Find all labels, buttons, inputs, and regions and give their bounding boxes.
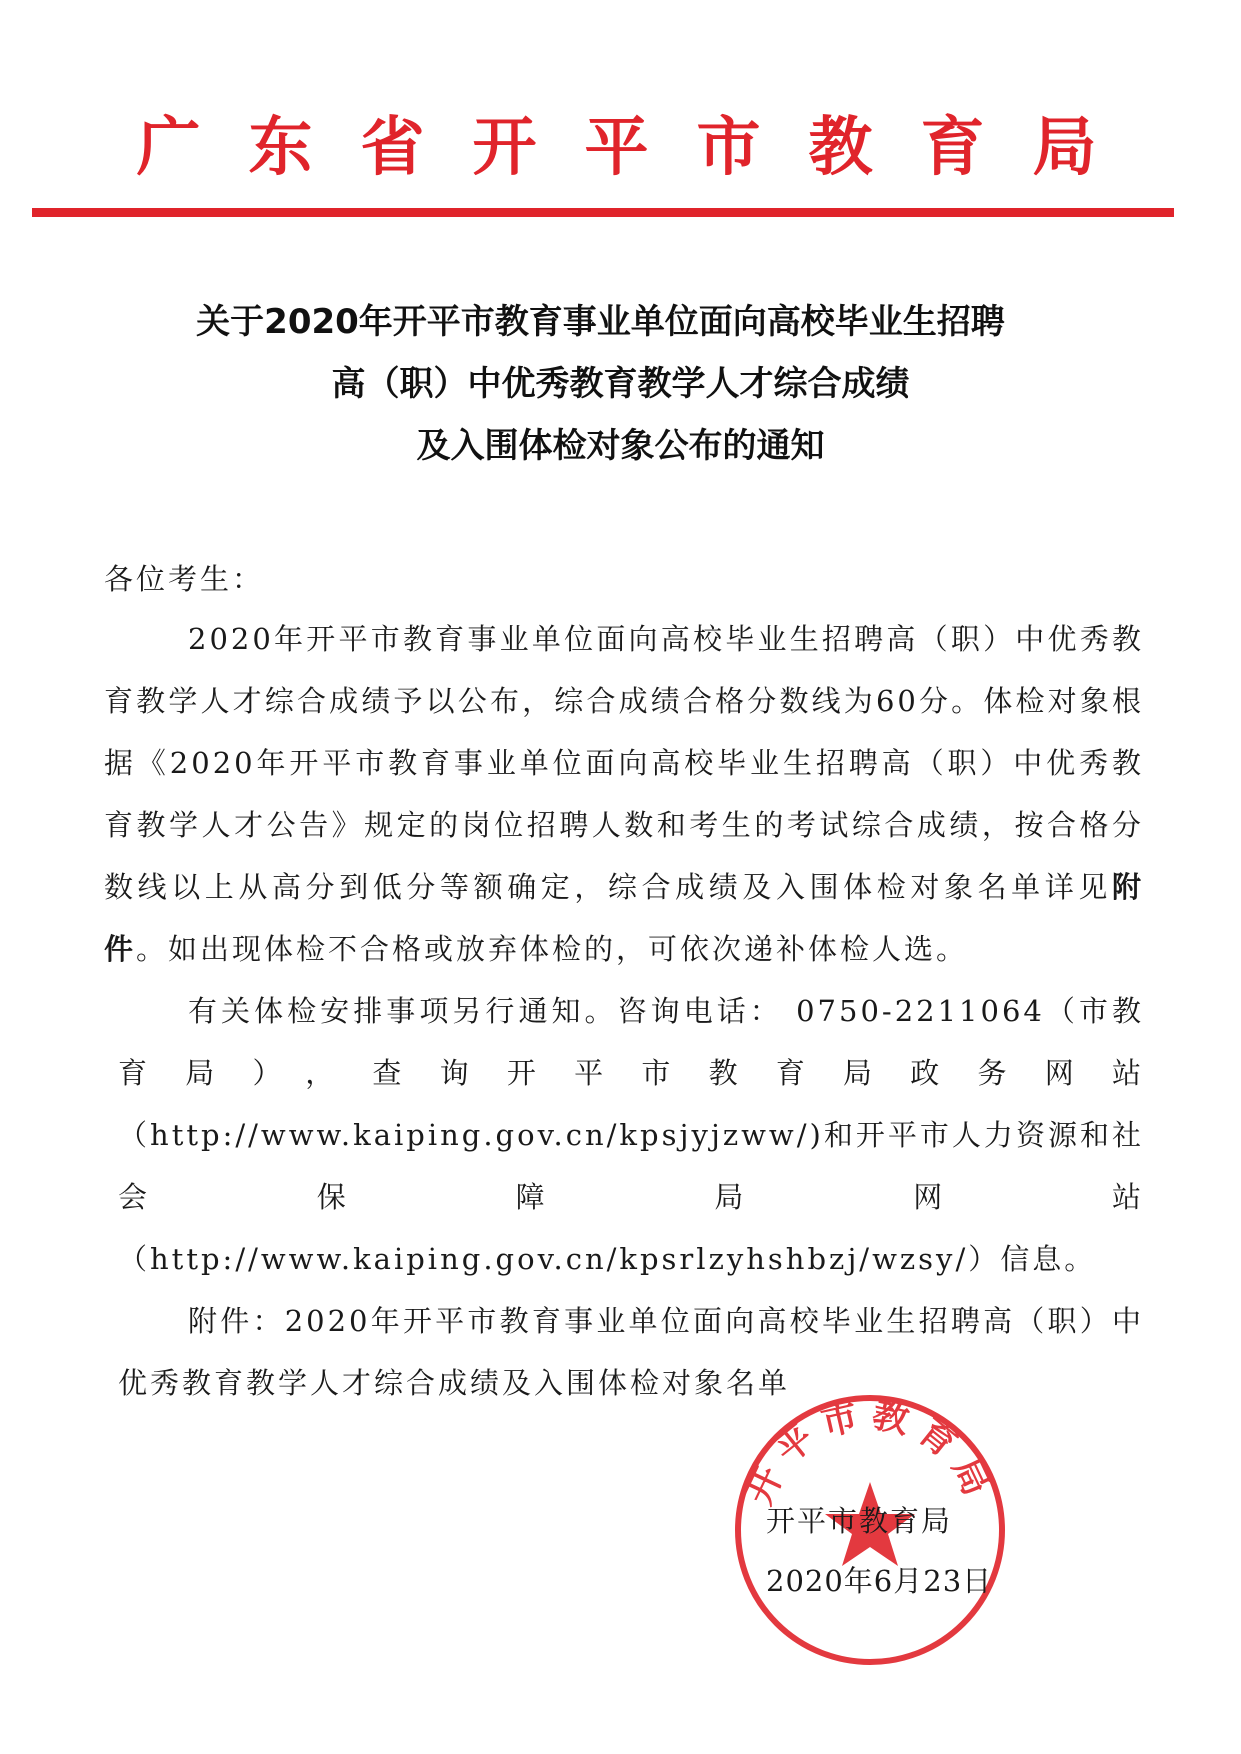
paragraph-contact: 有关体检安排事项另行通知。咨询电话： 0750-2211064（市教育局），查询开平市教育局政务网站（http://www.kaiping.gov.cn/kpsjyjzww/)和开平市人力资源和社会保障局网站（http://www.kaiping.gov.cn/kpsrlzyhshbzj/wzsy/）信息。 [118, 994, 1144, 1276]
letterhead-org-name: 广东省开平市教育局 [136, 110, 1145, 185]
svg-text:开平市教育局: 开平市教育局 [738, 1393, 1002, 1511]
attachment-link[interactable]: 附件 [104, 870, 1144, 966]
signer-name: 开平市教育局 [766, 1504, 953, 1538]
signature-date: 2020年6月23日 [766, 1564, 993, 1598]
salutation: 各位考生： [104, 562, 265, 596]
notice-title-line-3: 及入围体检对象公布的通知 [416, 426, 825, 466]
paragraph-results-text: 2020年开平市教育事业单位面向高校毕业生招聘高（职）中优秀教育教学人才综合成绩予以公布，综合成绩合格分数线为60分。体检对象根据《2020年开平市教育事业单位面向高校毕业生招聘高（职）中优秀教育教学人才公告》规定的岗位招聘人数和考生的考试综合成绩，按合格分数线以上从高分到低分等额确定，综合成绩及入围体检对象名单详见 [104, 622, 1144, 904]
paragraph-attachment: 附件：2020年开平市教育事业单位面向高校毕业生招聘高（职）中优秀教育教学人才综合成绩及入围体检对象名单 [118, 1304, 1144, 1400]
notice-title-line-2: 高（职）中优秀教育教学人才综合成绩 [331, 364, 910, 404]
paragraph-results-tail: 。如出现体检不合格或放弃体检的，可依次递补体检人选。 [136, 932, 969, 966]
letterhead-red-rule [32, 208, 1174, 217]
paragraph-results [104, 608, 1144, 980]
notice-title-line-1: 关于2020年开平市教育事业单位面向高校毕业生招聘 [196, 302, 1005, 342]
